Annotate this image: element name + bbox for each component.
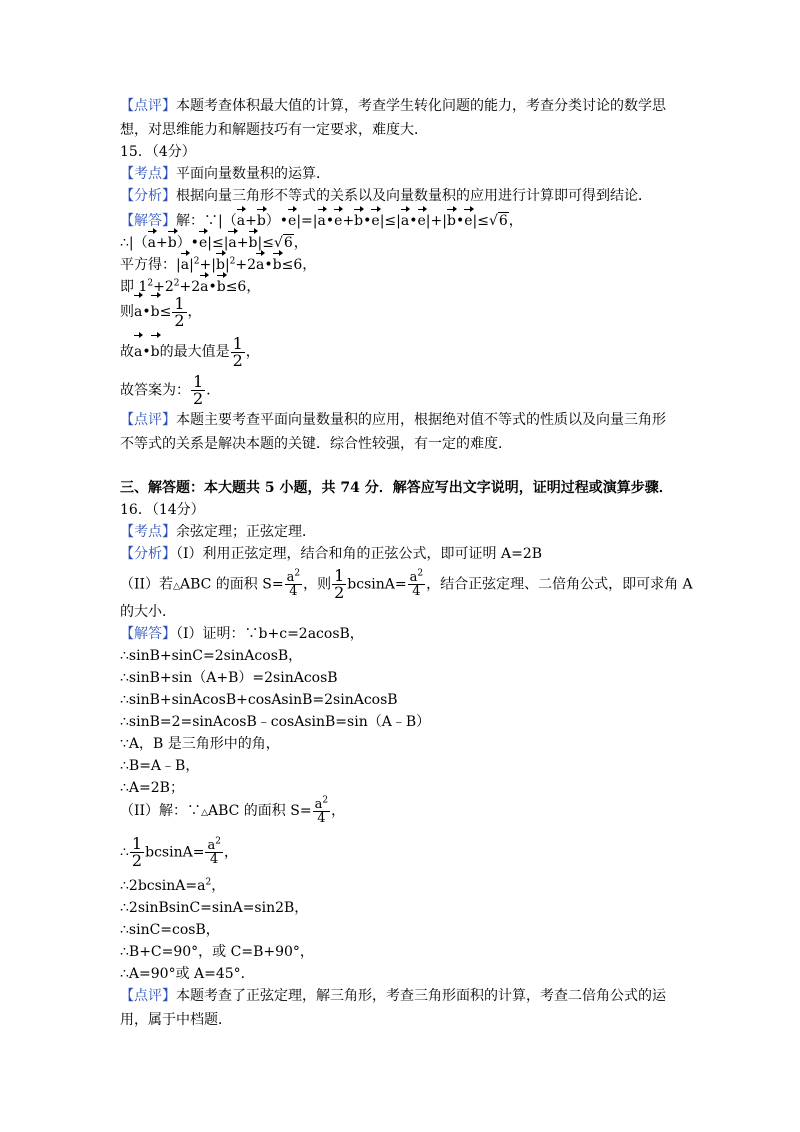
fraction-a-squared-over-4: $\frac{a^2}{4}$ — [314, 795, 329, 826]
solution-15-answer: 故答案为： $\frac{1}{2}$ ． — [120, 372, 221, 408]
sqrt-6: √6 — [488, 213, 508, 229]
solution-15-line-6: 故a•b的最大值是 $\frac{1}{2}$ ， — [120, 333, 260, 370]
fraction-a-squared-over-4: $\frac{a^2}{4}$ — [207, 836, 221, 867]
solution-16-line-1: 【解答】（I）证明：∵b+c=2acosB， — [120, 626, 364, 642]
solution-15-line-1: 【解答】解：∵|（a+b）•e|=|a•e+b•e|≤|a•e|+|b•e|≤√6， — [120, 208, 523, 231]
comment-15: 【点评】本题主要考查平面向量数量积的应用，根据绝对值不等式的性质以及向量三角形 — [120, 412, 666, 428]
solution-16-line-6: ∵A，B 是三角形中的角， — [120, 736, 280, 752]
comment-tag: 【点评】 — [120, 988, 176, 1004]
comment-tag: 【点评】 — [120, 98, 176, 114]
keypoint-15: 【考点】平面向量数量积的运算． — [120, 166, 330, 182]
solution-16-line-14: ∴B+C=90°，或 C=B+90°， — [120, 944, 314, 960]
fraction-a-squared-over-4: $\frac{a^2}{4}$ — [286, 568, 301, 599]
solution-16-line-12: ∴2sinBsinC=sinA=sin2B， — [120, 900, 309, 916]
sqrt-6: √6 — [273, 235, 293, 251]
solution-15-line-5: 则a•b≤ $\frac{1}{2}$ ， — [120, 293, 202, 330]
section-3-heading: 三、解答题：本大题共 5 小题，共 74 分．解答应写出文字说明，证明过程或演算步骤． — [120, 480, 673, 496]
comment-line-2: 想，对思维能力和解题技巧有一定要求，难度大． — [120, 122, 428, 138]
analysis-16: 【分析】（I）利用正弦定理，结合和角的正弦公式，即可证明 A=2B — [120, 546, 543, 562]
solution-16-line-10: ∴ $\frac{1}{2}$ bcsinA= $\frac{a^2}{4}$ ， — [120, 834, 238, 870]
solution-15-line-4: 即 $1^2+2^2+2a•b\le 6$， — [120, 274, 260, 297]
solution-16-line-9: （II）解：∵△ABC 的面积 S= $\frac{a^2}{4}$ ， — [120, 795, 346, 826]
fraction-one-half: $\frac{1}{2}$ — [232, 333, 243, 370]
solution-tag: 【解答】 — [120, 626, 176, 642]
solution-16-line-7: ∴B=A﹣B， — [120, 758, 200, 774]
fraction-one-half: $\frac{1}{2}$ — [174, 293, 185, 330]
fraction-one-half: $\frac{1}{2}$ — [334, 566, 345, 602]
fraction-a-squared-over-4: $\frac{a^2}{4}$ — [409, 568, 424, 599]
fraction-one-half: $\frac{1}{2}$ — [193, 372, 204, 408]
solution-15-line-3: 平方得：$|a|^2+|b|^2+2a•b\le 6$， — [120, 252, 316, 275]
solution-16-line-13: ∴sinC=cosB， — [120, 922, 220, 938]
comment-line: 【点评】本题考查体积最大值的计算，考查学生转化问题的能力，考查分类讨论的数学思 — [120, 98, 666, 114]
fraction-one-half: $\frac{1}{2}$ — [131, 834, 143, 870]
analysis-16-line-2: （II）若△ABC 的面积 S= $\frac{a^2}{4}$ ，则 $\frac{1}{2}$ bcsinA= $\frac{a^2}{4}$ ，结合正弦定理、二倍角公式，即可求角 A — [120, 566, 693, 602]
solution-16-line-5: ∴sinB=2=sinAcosB﹣cosAsinB=sin（A﹣B） — [120, 714, 431, 730]
keypoint-tag: 【考点】 — [120, 524, 176, 540]
comment-16: 【点评】本题考查了正弦定理，解三角形，考查三角形面积的计算，考查二倍角公式的运 — [120, 988, 666, 1004]
keypoint-tag: 【考点】 — [120, 166, 176, 182]
solution-16-line-11: $\therefore 2bcsinA=a^2$， — [120, 877, 226, 894]
analysis-tag: 【分析】 — [120, 546, 176, 562]
solution-16-line-3: ∴sinB+sin（A+B）=2sinAcosB — [120, 670, 338, 686]
comment-15-line-2: 不等式的关系是解决本题的关键．综合性较强，有一定的难度． — [120, 436, 512, 452]
question-15-header: 15．（4分） — [120, 144, 196, 160]
solution-16-line-2: ∴sinB+sinC=2sinAcosB， — [120, 648, 303, 664]
comment-tag: 【点评】 — [120, 412, 176, 428]
solution-16-line-8: ∴A=2B； — [120, 780, 184, 796]
keypoint-16: 【考点】余弦定理；正弦定理． — [120, 524, 316, 540]
analysis-16-line-3: 的大小． — [120, 604, 176, 620]
solution-16-line-15: ∴A=90°或 A=45°． — [120, 966, 255, 982]
solution-15-line-2: ∴|（a+b）•e|≤|a+b|≤√6， — [120, 230, 308, 253]
solution-tag: 【解答】 — [120, 213, 176, 229]
solution-16-line-4: ∴sinB+sinAcosB+cosAsinB=2sinAcosB — [120, 692, 398, 708]
question-16-header: 16．（14分） — [120, 502, 205, 518]
comment-16-line-2: 用，属于中档题． — [120, 1012, 232, 1028]
analysis-tag: 【分析】 — [120, 188, 176, 204]
analysis-15: 【分析】根据向量三角形不等式的关系以及向量数量积的应用进行计算即可得到结论． — [120, 188, 652, 204]
